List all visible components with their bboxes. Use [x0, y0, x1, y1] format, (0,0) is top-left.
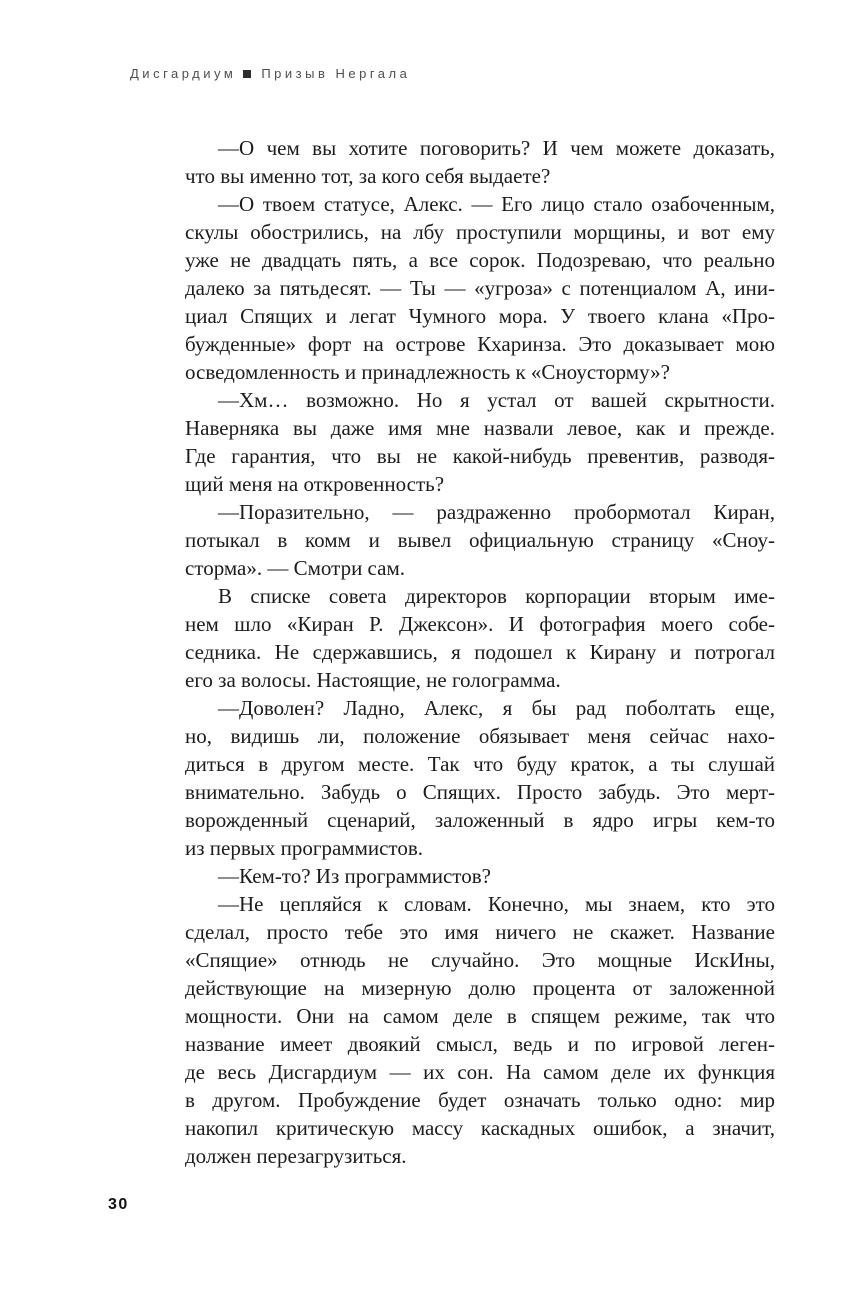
text-line: но, видишь ли, положение обязывает меня сейчас нахо- — [185, 724, 775, 748]
text-line: —Не цепляйся к словам. Конечно, мы знаем, кто это — [218, 892, 775, 916]
text-line: внимательно. Забудь о Спящих. Просто забудь. Это мерт- — [185, 780, 775, 804]
text-line: —Хм… возможно. Но я устал от вашей скрытности. — [218, 388, 775, 412]
text-line: —Поразительно, — раздраженно пробормотал Киран, — [218, 500, 775, 524]
text-line: скулы обострились, на лбу проступили морщины, и вот ему — [185, 220, 775, 244]
text-line: в другом. Пробуждение будет означать только одно: мир — [185, 1088, 775, 1112]
text-line: диться в другом месте. Так что буду краток, а ты слушай — [185, 752, 775, 776]
text-line: циал Спящих и легат Чумного мора. У твоего клана «Про- — [185, 304, 775, 328]
text-line: Где гарантия, что вы не какой-нибудь превентив, разводя- — [185, 444, 775, 468]
text-line: далеко за пятьдесят. — Ты — «угроза» с потенциалом А, ини- — [185, 276, 775, 300]
text-line: потыкал в комм и вывел официальную страницу «Сноу- — [185, 528, 775, 552]
text-line: щий меня на откровенность? — [185, 472, 445, 496]
text-line: нем шло «Киран Р. Джексон». И фотография моего собе- — [185, 612, 775, 636]
text-line: Наверняка вы даже имя мне назвали левое, как и прежде. — [185, 416, 775, 440]
text-line: ворожденный сценарий, заложенный в ядро игры кем-то — [185, 808, 775, 832]
header-book-title: Призыв Нергала — [261, 66, 411, 81]
body-text — [185, 134, 775, 1170]
text-line: из первых программистов. — [185, 836, 423, 860]
running-header — [130, 66, 410, 81]
text-line: —О твоем статусе, Алекс. — Его лицо стало озабоченным, — [218, 192, 775, 216]
text-line: де весь Дисгардиум — их сон. На самом деле их функция — [185, 1060, 775, 1084]
page-number: 30 — [108, 1196, 129, 1213]
text-line: название имеет двоякий смысл, ведь и по игровой леген- — [185, 1032, 775, 1056]
square-bullet-icon — [243, 70, 251, 78]
text-line: бужденные» форт на острове Кхаринза. Это доказывает мою — [185, 332, 775, 356]
text-line: уже не двадцать пять, а все сорок. Подозреваю, что реально — [185, 248, 775, 272]
page-footer — [108, 1196, 129, 1214]
text-line: накопил критическую массу каскадных ошибок, а значит, — [185, 1116, 775, 1140]
text-line: осведомленность и принадлежность к «Сноусторму»? — [185, 360, 670, 384]
text-line: его за волосы. Настоящие, не голограмма. — [185, 668, 561, 692]
text-line: действующие на мизерную долю процента от заложенной — [185, 976, 775, 1000]
text-line: «Спящие» отнюдь не случайно. Это мощные ИскИны, — [185, 948, 775, 972]
text-line: В списке совета директоров корпорации вторым име- — [218, 584, 775, 608]
text-line: седника. Не сдержавшись, я подошел к Кирану и потрогал — [185, 640, 775, 664]
text-line: мощности. Они на самом деле в спящем режиме, так что — [185, 1004, 775, 1028]
header-series-title: Дисгардиум — [130, 66, 237, 81]
text-line: —Доволен? Ладно, Алекс, я бы рад поболтать еще, — [218, 696, 775, 720]
text-line: —О чем вы хотите поговорить? И чем можете доказать, — [218, 136, 775, 160]
text-line: что вы именно тот, за кого себя выдаете? — [185, 164, 551, 188]
text-line: сделал, просто тебе это имя ничего не скажет. Название — [185, 920, 775, 944]
text-line: должен перезагрузиться. — [185, 1144, 407, 1168]
text-line: сторма». — Смотри сам. — [185, 556, 405, 580]
text-line: —Кем-то? Из программистов? — [218, 864, 491, 888]
